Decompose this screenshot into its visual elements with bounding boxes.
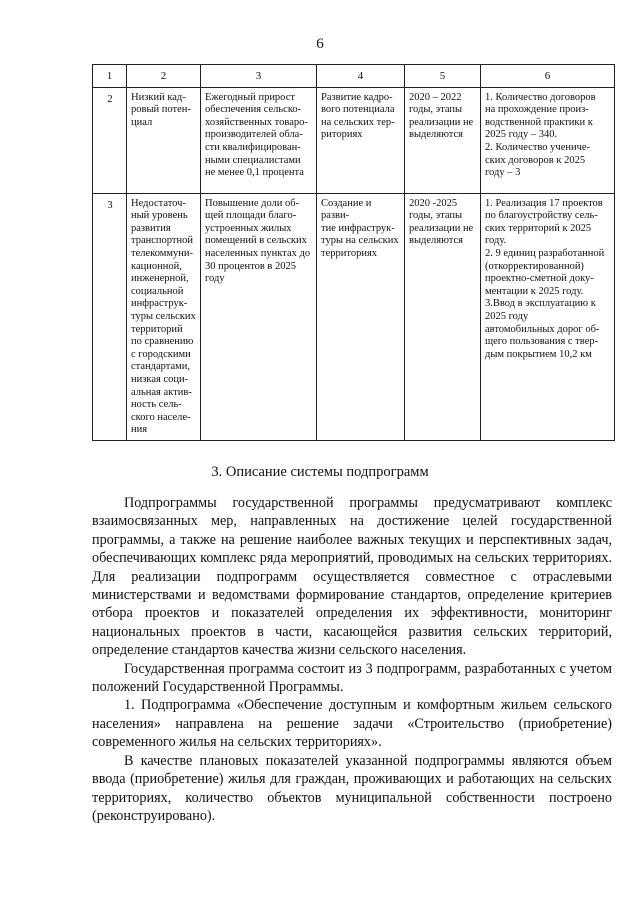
column-header: 6: [481, 65, 615, 88]
period-cell: 2020 – 2022 годы, этапы реализации не выделяются: [405, 87, 481, 193]
target-cell: Повышение доли об- щей площади благо- устроенных жилых помещений в сельских населенных пунктах до 30 процентов в 2025 году: [201, 193, 317, 440]
row-number: 3: [93, 193, 127, 440]
indicators-table: [92, 64, 615, 441]
task-cell: Создание и разви- тие инфраструк- туры на сельских территориях: [317, 193, 405, 440]
paragraph: 1. Подпрограмма «Обеспечение доступным и комфортным жильем сельского населения» направлена на решение задачи «Строительство (приобретение) современного жилья на сельских территориях».: [92, 697, 612, 751]
table-header-row: [93, 65, 615, 88]
indicators-cell: 1. Количество договоров на прохождение произ- водственной практики к 2025 году – 340. 2. Количество учениче- ских договоров к 2025 году – 3: [481, 87, 615, 193]
task-cell: Развитие кадро- вого потенциала на сельских тер- риториях: [317, 87, 405, 193]
paragraph: Государственная программа состоит из 3 подпрограмм, разработанных с учетом положений Государственной Программы.: [92, 660, 612, 696]
period-cell: 2020 -2025 годы, этапы реализации не выделяются: [405, 193, 481, 440]
row-number: 2: [93, 87, 127, 193]
column-header: 1: [93, 65, 127, 88]
paragraph: Подпрограммы государственной программы предусматривают комплекс взаимосвязанных мер, направленных на достижение целей государственной программы, а также на решение наиболее важных текущих и перспективных задач, обеспечивающих комплекс ряда мероприятий, проводимых на сельских территориях. Для реализации подпрограмм осуществляется совместное с отраслевыми министерствами и ведомствами формирование стандартов, определение критериев отбора проектов и показателей определения их эффективности, мониторинг национальных проектов в части, касающейся развития сельских территорий, определение стандартов качества жизни сельского населения.: [92, 495, 612, 659]
column-header: 2: [127, 65, 201, 88]
page-number: 6: [316, 36, 324, 52]
section-body: [92, 494, 612, 825]
column-header: 3: [201, 65, 317, 88]
paragraph: В качестве плановых показателей указанной подпрограммы являются объем ввода (приобретение) жилья для граждан, проживающих и работающих на сельских территориях, количество объектов муниципальной собственности построено (реконструировано).: [92, 752, 612, 824]
table-row: [93, 193, 615, 440]
section-title: 3. Описание системы подпрограмм: [211, 464, 429, 480]
indicators-cell: 1. Реализация 17 проектов по благоустройству сель- ских территорий к 2025 году. 2. 9 единиц разработанной (откорректированной) проектно-сметной доку- ментации к 2025 году. 3.Ввод в эксплуатацию к 2025 году автомобильных дорог об- щего пользования с твер- дым покрытием 10,2 км: [481, 193, 615, 440]
target-cell: Ежегодный прирост обеспечения сельско- хозяйственных товаро- производителей обла- сти квалифицирован- ными специалистами не менее 0,1 процента: [201, 87, 317, 193]
column-header: 4: [317, 65, 405, 88]
problem-cell: Низкий кад- ровый потен- циал: [127, 87, 201, 193]
column-header: 5: [405, 65, 481, 88]
problem-cell: Недостаточ- ный уровень развития транспортной телекоммуни- кационной, инженерной, социальной инфраструк- туры сельских территорий по сравнению с городскими стандартами, низкая соци- альная актив- ность сель- ского населе- ния: [127, 193, 201, 440]
table-row: [93, 87, 615, 193]
